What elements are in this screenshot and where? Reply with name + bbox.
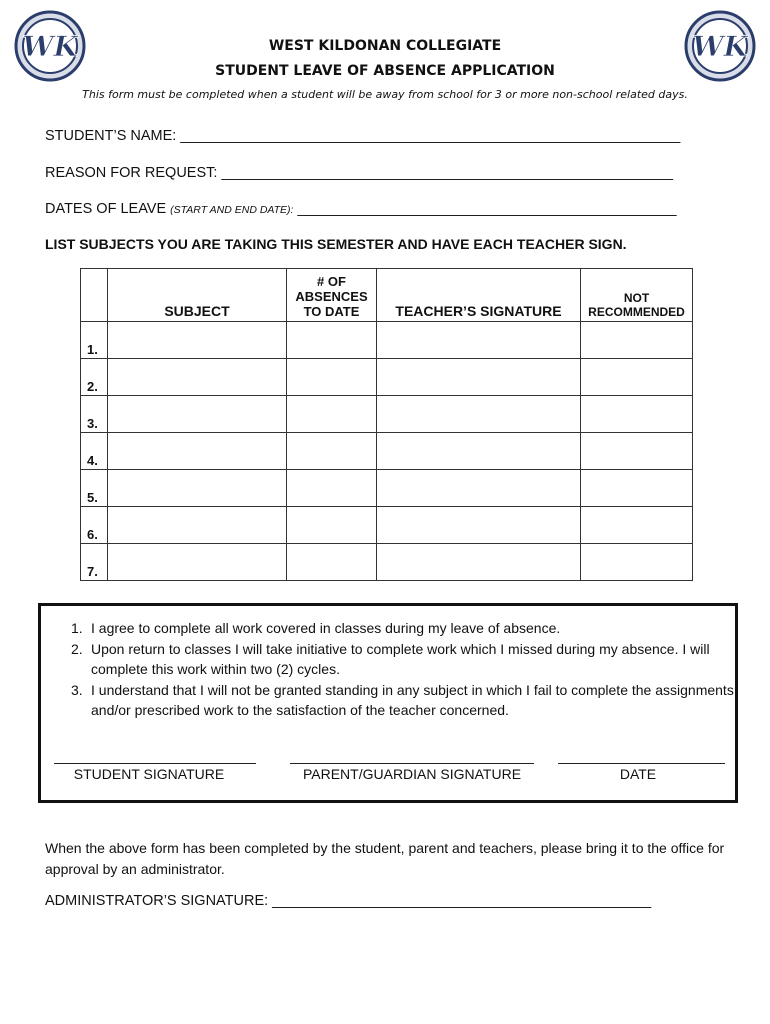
agreement-item-text: I understand that I will not be granted standing in any subject in which I fail to complete the assignments and/or prescribed work to the satisfaction of the teacher concerned.: [91, 681, 734, 718]
parent-signature-label: PARENT/GUARDIAN SIGNATURE: [302, 766, 522, 782]
row-number: 3.: [81, 396, 108, 433]
agreement-item-text: I agree to complete all work covered in classes during my leave of absence.: [91, 620, 561, 636]
student-signature-label: STUDENT SIGNATURE: [73, 766, 225, 782]
agreement-item-number: 1.: [71, 620, 83, 636]
row-number: 7.: [81, 544, 108, 581]
subject-cell[interactable]: [108, 470, 287, 507]
row-number: 6.: [81, 507, 108, 544]
subject-cell[interactable]: [108, 544, 287, 581]
agreement-item-number: 3.: [71, 681, 83, 698]
absences-cell[interactable]: [287, 359, 377, 396]
subject-cell[interactable]: [108, 322, 287, 359]
table-row: [81, 507, 693, 544]
not-recommended-cell[interactable]: [581, 544, 693, 581]
dates-line[interactable]: _______________________________________________: [293, 201, 677, 217]
table-row: [81, 359, 693, 396]
not-recommended-cell[interactable]: [581, 322, 693, 359]
agreement-list: [57, 618, 737, 721]
row-number: 5.: [81, 470, 108, 507]
subject-header: SUBJECT: [108, 269, 287, 322]
date-label: DATE: [619, 766, 657, 782]
table-row: [81, 322, 693, 359]
not-recommended-cell[interactable]: [581, 396, 693, 433]
not-recommended-cell[interactable]: [581, 507, 693, 544]
agreement-item-number: 2.: [71, 640, 83, 657]
teacher-signature-header: TEACHER’S SIGNATURE: [377, 269, 581, 322]
teacher-signature-cell[interactable]: [377, 396, 581, 433]
dates-hint: (START AND END DATE):: [170, 204, 294, 216]
logo-text: WK: [692, 30, 748, 63]
school-name: WEST KILDONAN COLLEGIATE: [268, 38, 502, 54]
subject-cell[interactable]: [108, 433, 287, 470]
row-number: 2.: [81, 359, 108, 396]
not-recommended-cell[interactable]: [581, 359, 693, 396]
student-name-field[interactable]: STUDENT’S NAME: ______________________________________________________________: [45, 128, 681, 144]
agreement-item: [57, 618, 737, 639]
table-header-row: [81, 269, 693, 322]
absences-header: # OF ABSENCES TO DATE: [287, 269, 377, 322]
teacher-signature-cell[interactable]: [377, 470, 581, 507]
not-recommended-header: NOT RECOMMENDED: [581, 269, 693, 322]
not-recommended-cell[interactable]: [581, 433, 693, 470]
agreement-item: [57, 639, 737, 680]
closing-instructions: When the above form has been completed by the student, parent and teachers, please bring it to the office for approval by an administrator.: [45, 840, 725, 877]
agreement-item-text: Upon return to classes I will take initiative to complete work which I missed during my absence. I will complete this work within two (2) cycles.: [91, 640, 710, 677]
dates-label: DATES OF LEAVE: [45, 201, 171, 217]
table-row: [81, 396, 693, 433]
row-number: 4.: [81, 433, 108, 470]
not-recommended-cell[interactable]: [581, 470, 693, 507]
parent-signature-line[interactable]: [290, 763, 534, 764]
administrator-signature-field[interactable]: ADMINISTRATOR’S SIGNATURE: _______________________________________________: [45, 893, 652, 909]
absences-cell[interactable]: [287, 396, 377, 433]
form-title: STUDENT LEAVE OF ABSENCE APPLICATION: [215, 63, 555, 79]
dates-of-leave-field[interactable]: [45, 201, 677, 217]
agreement-item: [57, 680, 737, 721]
reason-field[interactable]: REASON FOR REQUEST: ________________________________________________________: [45, 165, 674, 181]
subject-cell[interactable]: [108, 507, 287, 544]
student-signature-line[interactable]: [54, 763, 256, 764]
subject-cell[interactable]: [108, 396, 287, 433]
absences-cell[interactable]: [287, 470, 377, 507]
number-header: [81, 269, 108, 322]
teacher-signature-cell[interactable]: [377, 322, 581, 359]
subject-cell[interactable]: [108, 359, 287, 396]
absences-cell[interactable]: [287, 507, 377, 544]
table-row: [81, 544, 693, 581]
agreement-box: [38, 603, 738, 803]
table-row: [81, 433, 693, 470]
teacher-signature-cell[interactable]: [377, 433, 581, 470]
row-number: 1.: [81, 322, 108, 359]
date-line[interactable]: [558, 763, 725, 764]
absences-cell[interactable]: [287, 322, 377, 359]
teacher-signature-cell[interactable]: [377, 359, 581, 396]
absences-cell[interactable]: [287, 433, 377, 470]
teacher-signature-cell[interactable]: [377, 507, 581, 544]
table-instruction: LIST SUBJECTS YOU ARE TAKING THIS SEMESTER AND HAVE EACH TEACHER SIGN.: [45, 236, 627, 252]
logo-text: WK: [22, 30, 78, 63]
form-subtitle: This form must be completed when a student will be away from school for 3 or more non-school related days.: [82, 88, 688, 101]
absences-cell[interactable]: [287, 544, 377, 581]
teacher-signature-cell[interactable]: [377, 544, 581, 581]
table-row: [81, 470, 693, 507]
subjects-table: [80, 268, 693, 581]
